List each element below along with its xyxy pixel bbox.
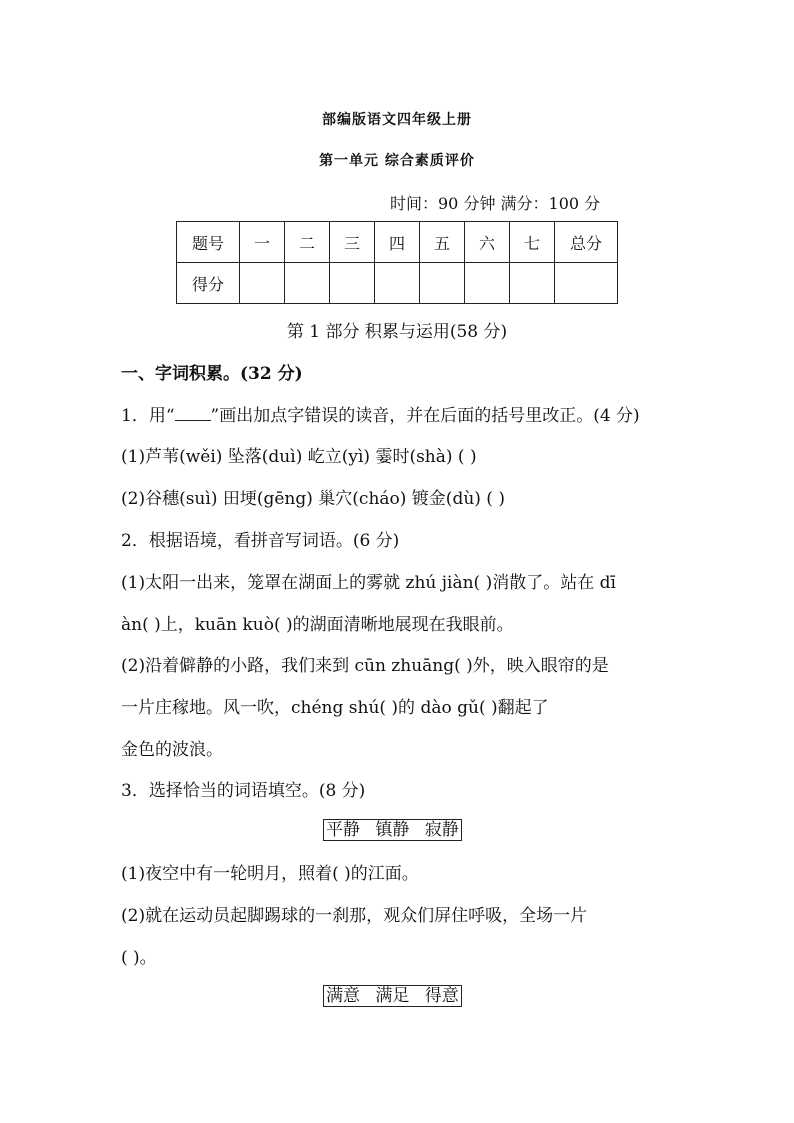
score-input-cell[interactable]: [375, 263, 420, 304]
table-cell: 六: [465, 222, 510, 263]
table-cell: 一: [240, 222, 285, 263]
question-2-line-1: (1)太阳一出来，笼罩在湖面上的雾就 zhú jiàn( )消散了。站在 dī: [121, 573, 616, 593]
question-1-line-2: (2)谷穗(suì) 田埂(gēng) 巢穴(cháo) 镀金(dù) ( ): [121, 489, 505, 509]
score-input-cell[interactable]: [555, 263, 618, 304]
word-choice-box-1: 平静 镇静 寂静: [323, 819, 462, 841]
score-input-cell[interactable]: [420, 263, 465, 304]
table-cell: 题号: [177, 222, 240, 263]
part-heading: 第 1 部分 积累与运用(58 分): [286, 322, 508, 342]
question-1-prompt-end: ”画出加点字错误的读音，并在后面的括号里改正。(4 分): [210, 406, 640, 426]
score-table-header-row: [177, 222, 618, 263]
score-table: [176, 221, 618, 304]
question-3-line-1: (1)夜空中有一轮明月，照着( )的江面。: [121, 864, 419, 884]
score-input-cell[interactable]: [240, 263, 285, 304]
question-2-prompt: 2．根据语境，看拼音写词语。(6 分): [121, 531, 400, 551]
word-choice-box-2: 满意 满足 得意: [323, 985, 462, 1007]
question-3-prompt: 3．选择恰当的词语填空。(8 分): [121, 781, 366, 801]
score-input-cell[interactable]: [285, 263, 330, 304]
table-cell: 二: [285, 222, 330, 263]
table-cell: 七: [510, 222, 555, 263]
score-input-cell[interactable]: [510, 263, 555, 304]
table-cell: 四: [375, 222, 420, 263]
question-2-line-3: (2)沿着僻静的小路，我们来到 cūn zhuāng( )外，映入眼帘的是: [121, 656, 609, 676]
exam-time-and-score: 时间：90 分钟 满分：100 分: [390, 194, 601, 213]
table-cell: 得分: [177, 263, 240, 304]
document-title: 部编版语文四年级上册: [322, 112, 472, 128]
question-3-line-3: ( )。: [121, 948, 157, 968]
question-1-prompt: [121, 401, 640, 426]
table-cell: 五: [420, 222, 465, 263]
question-1-line-1: (1)芦苇(wěi) 坠落(duì) 屹立(yì) 霎时(shà) ( ): [121, 447, 477, 467]
question-2-line-2: àn( )上，kuān kuò( )的湖面清晰地展现在我眼前。: [121, 615, 514, 635]
score-table-score-row: [177, 263, 618, 304]
question-3-line-2: (2)就在运动员起脚踢球的一刹那，观众们屏住呼吸，全场一片: [121, 906, 588, 926]
question-1-prompt-start: 1．用“: [121, 406, 175, 426]
table-cell: 三: [330, 222, 375, 263]
section-heading: 一、字词积累。(32 分): [121, 364, 303, 384]
question-2-line-4: 一片庄稼地。风一吹，chéng shú( )的 dào gǔ( )翻起了: [121, 698, 549, 718]
document-subtitle: 第一单元 综合素质评价: [319, 153, 475, 169]
underline-sample: [175, 406, 211, 421]
score-input-cell[interactable]: [330, 263, 375, 304]
table-cell: 总分: [555, 222, 618, 263]
score-input-cell[interactable]: [465, 263, 510, 304]
question-2-line-5: 金色的波浪。: [121, 740, 223, 760]
